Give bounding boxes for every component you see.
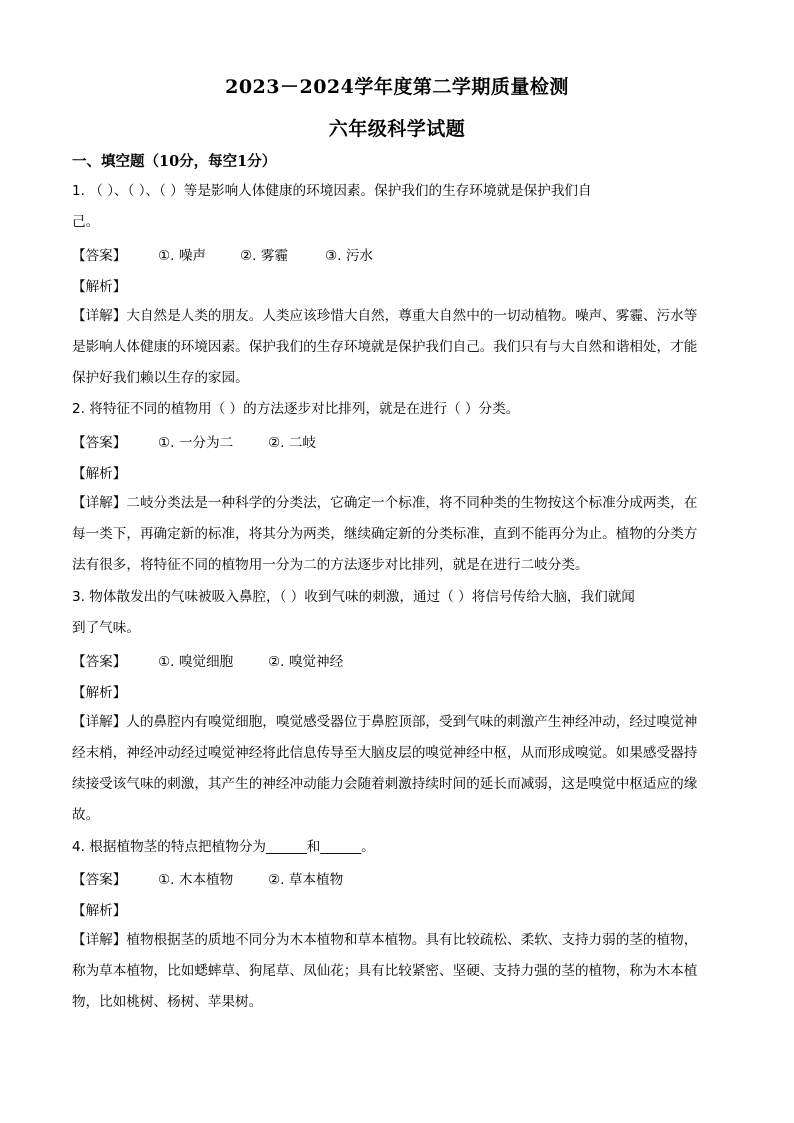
detail-text: 人的鼻腔内有嗅觉细胞，嗅觉感受器位于鼻腔顶部，受到气味的刺激产生神经冲动，经过嗅觉神 (126, 714, 698, 730)
analysis-label: 【解析】 (72, 279, 127, 295)
answer-option: ①. 噪声 (158, 248, 207, 264)
detail-text: 植物根据茎的质地不同分为木本植物和草本植物。具有比较疏松、柔软、支持力弱的茎的植物， (126, 932, 698, 948)
analysis-label: 【解析】 (72, 903, 127, 919)
detail-label: 【详解】 (72, 308, 127, 324)
analysis-label: 【解析】 (72, 685, 127, 701)
detail-line: 法有很多，将特征不同的植物用一分为二的方法逐步对比排列，就是在进行二岐分类。 (72, 557, 589, 573)
detail-text: 大自然是人类的朋友。人类应该珍惜大自然，尊重大自然中的一切动植物。噪声、雾霾、污水等 (126, 308, 698, 324)
detail-line: 称为草本植物，比如蟋蟀草、狗尾草、凤仙花；具有比较紧密、坚硬、支持力强的茎的植物，称为木本植 (72, 963, 698, 979)
answer-option: ②. 雾霾 (240, 248, 289, 264)
detail-label: 【详解】 (72, 714, 127, 730)
answer-label: 【答案】 (72, 435, 127, 451)
answer-label: 【答案】 (72, 654, 127, 670)
detail-line: 保护好我们赖以生存的家园。 (72, 370, 249, 386)
detail-line: 每一类下，再确定新的标准，将其分为两类，继续确定新的分类标准，直到不能再分为止。植物的分类方 (72, 526, 698, 542)
detail-line: 续接受该气味的刺激，其产生的神经冲动能力会随着刺激持续时间的延长而减弱，这是嗅觉中枢适应的缘 (72, 776, 698, 792)
section-heading: 一、填空题（10分，每空1分） (72, 153, 277, 170)
answer-option: ②. 二岐 (268, 435, 317, 451)
document-title: 2023－2024学年度第二学期质量检测 (225, 76, 569, 98)
detail-line: 是影响人体健康的环境因素。保护我们的生存环境就是保护我们自己。我们只有与大自然和谐相处，才能 (72, 339, 698, 355)
question-1-line-1: 1. （ ）、（ ）、（ ）等是影响人体健康的环境因素。保护我们的生存环境就是保护我们自 (72, 183, 592, 199)
detail-label: 【详解】 (72, 932, 127, 948)
answer-option: ①. 嗅觉细胞 (158, 654, 234, 670)
detail-line (72, 306, 726, 326)
detail-line (72, 493, 726, 513)
question-3-line-2: 到了气味。 (72, 620, 140, 636)
analysis-label: 【解析】 (72, 466, 127, 482)
answer-option: ②. 草本植物 (268, 872, 344, 888)
question-4-line-1: 4. 根据植物茎的特点把植物分为______和______。 (72, 839, 375, 855)
detail-line (72, 930, 726, 950)
detail-label: 【详解】 (72, 495, 127, 511)
question-1-line-2: 己。 (72, 214, 100, 230)
answer-option: ③. 污水 (325, 248, 374, 264)
document-subtitle: 六年级科学试题 (328, 118, 466, 140)
answer-option: ①. 一分为二 (158, 435, 234, 451)
answer-option: ①. 木本植物 (158, 872, 234, 888)
answer-label: 【答案】 (72, 248, 127, 264)
detail-line: 物，比如桃树、杨树、苹果树。 (72, 994, 263, 1010)
detail-line: 经末梢，神经冲动经过嗅觉神经将此信息传导至大脑皮层的嗅觉神经中枢，从而形成嗅觉。如果感受器持 (72, 745, 698, 761)
detail-text: 二岐分类法是一种科学的分类法，它确定一个标准，将不同种类的生物按这个标准分成两类，在 (126, 495, 698, 511)
detail-line (72, 712, 726, 732)
question-3-line-1: 3. 物体散发出的气味被吸入鼻腔，（ ）收到气味的刺激，通过（ ）将信号传给大脑，我们就闻 (72, 589, 635, 605)
detail-line: 故。 (72, 807, 100, 823)
answer-option: ②. 嗅觉神经 (268, 654, 344, 670)
answer-label: 【答案】 (72, 872, 127, 888)
question-2-line-1: 2. 将特征不同的植物用（ ）的方法逐步对比排列，就是在进行（ ）分类。 (72, 401, 520, 417)
